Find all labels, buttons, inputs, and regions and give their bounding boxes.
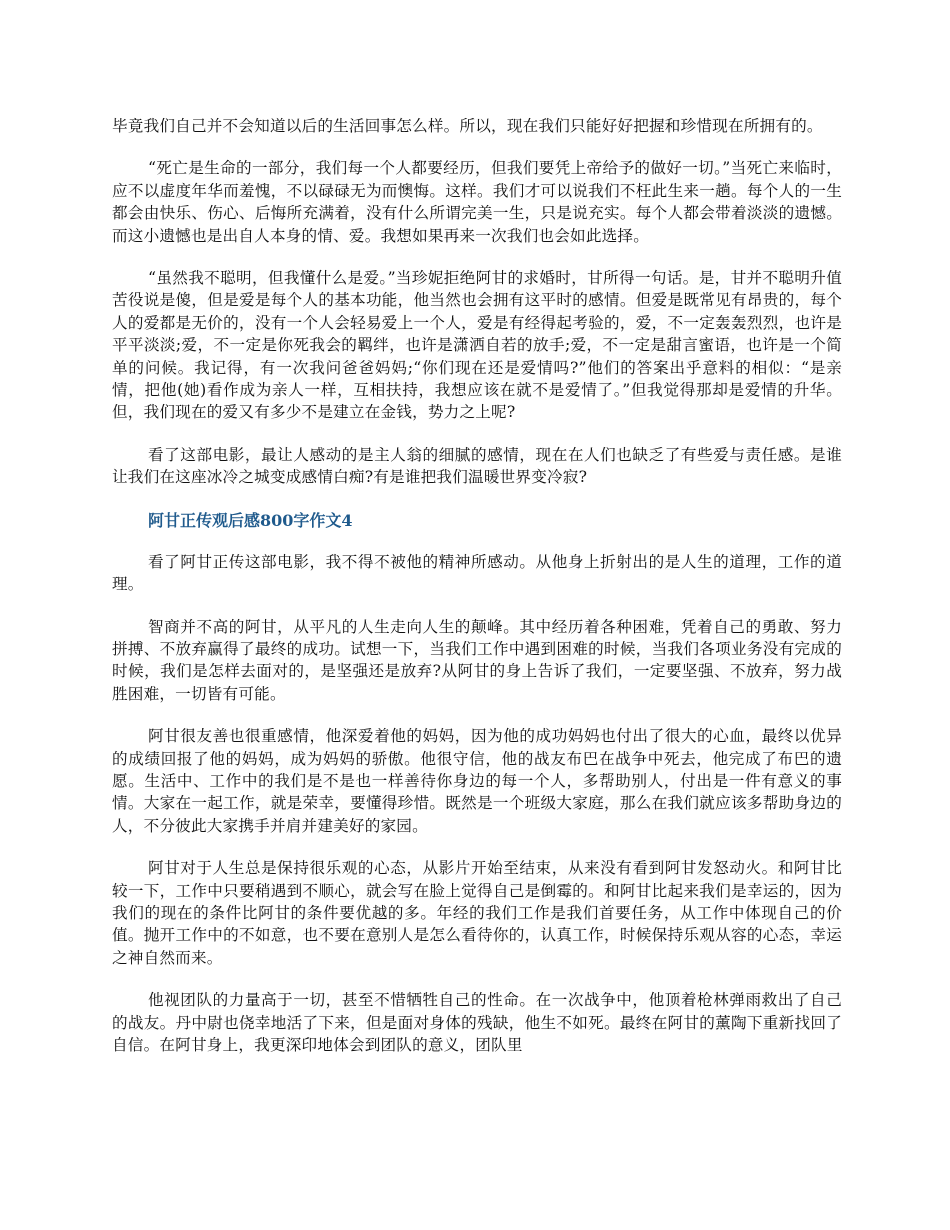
paragraph: 他视团队的力量高于一切，甚至不惜牺牲自己的性命。在一次战争中，他顶着枪林弹雨救出了自己的战友。丹中尉也侥幸地活了下来，但是面对身体的残缺，他生不如死。最终在阿甘的薰陶下重新找回了自信。在阿甘身上，我更深印地体会到团队的意义，团队里 bbox=[112, 991, 842, 1054]
paragraph: “死亡是生命的一部分，我们每一个人都要经历，但我们要凭上帝给予的做好一切。”当死亡来临时，应不以虚度年华而羞愧，不以碌碌无为而懊悔。这样。我们才可以说我们不枉此生来一趟。每个人的一生都会由快乐、伤心、后悔所充满着，没有什么所谓完美一生，只是说充实。每个人都会带着淡淡的遗憾。而这小遗憾也是出自人本身的情、爱。我想如果再来一次我们也会如此选择。 bbox=[112, 159, 842, 245]
paragraph: 阿甘很友善也很重感情，他深爱着他的妈妈，因为他的成功妈妈也付出了很大的心血，最终以优异的成绩回报了他的妈妈，成为妈妈的骄傲。他很守信，他的战友布巴在战争中死去，他完成了布巴的遗愿。生活中、工作中的我们是不是也一样善待你身边的每一个人，多帮助别人，付出是一件有意义的事情。大家在一起工作，就是荣幸，要懂得珍惜。既然是一个班级大家庭，那么在我们就应该多帮助身边的人，不分彼此大家携手并肩并建美好的家园。 bbox=[112, 727, 842, 835]
paragraph: 智商并不高的阿甘，从平凡的人生走向人生的颠峰。其中经历着各种困难，凭着自己的勇敢、努力拼搏、不放弃赢得了最终的成功。试想一下，当我们工作中遇到困难的时候，当我们各项业务没有完成的时候，我们是怎样去面对的，是坚强还是放弃?从阿甘的身上告诉了我们，一定要坚强、不放弃，努力战胜困难，一切皆有可能。 bbox=[112, 617, 842, 703]
paragraph: 阿甘对于人生总是保持很乐观的心态，从影片开始至结束，从来没有看到阿甘发怒动火。和阿甘比较一下，工作中只要稍遇到不顺心，就会写在脸上觉得自己是倒霉的。和阿甘比起来我们是幸运的，因为我们的现在的条件比阿甘的条件要优越的多。年经的我们工作是我们首要任务，从工作中体现自己的价值。抛开工作中的不如意，也不要在意别人是怎么看待你的，认真工作，时候保持乐观从容的心态，幸运之神自然而来。 bbox=[112, 859, 842, 967]
paragraph: 看了这部电影，最让人感动的是主人翁的细腻的感情，现在在人们也缺乏了有些爱与责任感。是谁让我们在这座冰冷之城变成感情白痴?有是谁把我们温暖世界变冷寂? bbox=[112, 445, 842, 487]
section-heading: 阿甘正传观后感800字作文4 bbox=[148, 510, 353, 530]
paragraph: 看了阿甘正传这部电影，我不得不被他的精神所感动。从他身上折射出的是人生的道理，工作的道理。 bbox=[112, 552, 842, 594]
paragraph: “虽然我不聪明，但我懂什么是爱。”当珍妮拒绝阿甘的求婚时，甘所得一句话。是，甘并不聪明升值苦役说是傻，但是爱是每个人的基本功能，他当然也会拥有这平时的感情。但爱是既常见有昂贵的，每个人的爱都是无价的，没有一个人会轻易爱上一个人，爱是有经得起考验的，爱，不一定轰轰烈烈，也许是平平淡淡;爱，不一定是你死我会的羁绊，也许是潇洒自若的放手;爱，不一定是甜言蜜语，也许是一个简单的问候。我记得，有一次我问爸爸妈妈;“你们现在还是爱情吗?”他们的答案出乎意料的相似：“是亲情，把他(她)看作成为亲人一样，互相扶持，我想应该在就不是爱情了。”但我觉得那却是爱情的升华。但，我们现在的爱又有多少不是建立在金钱，势力之上呢? bbox=[112, 269, 842, 422]
paragraph: 毕竟我们自己并不会知道以后的生活回事怎么样。所以，现在我们只能好好把握和珍惜现在所拥有的。 bbox=[112, 117, 823, 135]
